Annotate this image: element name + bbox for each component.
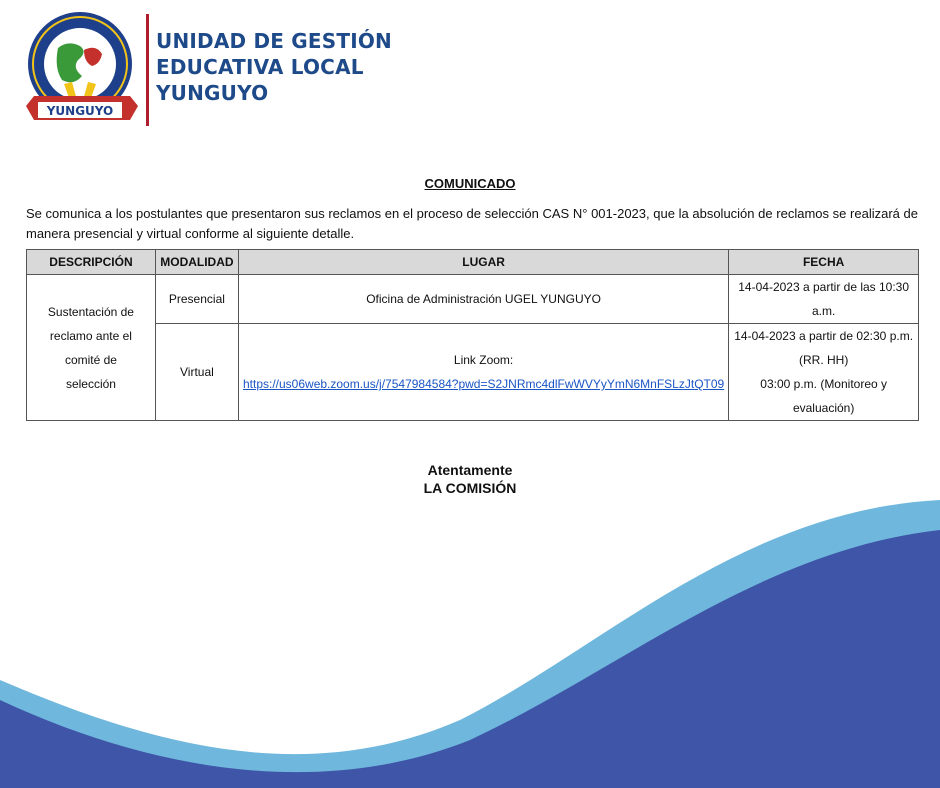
header-descripcion: DESCRIPCIÓN [27, 250, 156, 275]
table-row [27, 275, 919, 324]
letterhead [24, 10, 424, 130]
decorative-wave [0, 490, 940, 788]
document-title: COMUNICADO [424, 176, 516, 191]
table-row [27, 324, 919, 421]
table-header-row [27, 250, 919, 275]
zoom-label: Link Zoom: [453, 353, 514, 367]
closing-greeting: Atentamente [427, 462, 513, 478]
modalidad-cell: Virtual [155, 324, 238, 421]
header-modalidad: MODALIDAD [155, 250, 238, 275]
header-divider [146, 14, 149, 126]
closing-signature: LA COMISIÓN [423, 480, 517, 496]
zoom-link[interactable]: https://us06web.zoom.us/j/7547984584?pwd=S2JNRmc4dlFwWVYyYmN6MnFSLzJtQT09 [242, 377, 725, 391]
header-lugar: LUGAR [238, 250, 728, 275]
lugar-cell: Oficina de Administración UGEL YUNGUYO [238, 275, 728, 324]
lugar-cell [238, 324, 728, 421]
header-fecha: FECHA [729, 250, 919, 275]
description-cell: Sustentación de reclamo ante el comité de selección [27, 275, 156, 421]
org-name-line3: YUNGUYO [156, 81, 269, 105]
ugel-logo [24, 10, 140, 130]
fecha-line: 03:00 p.m. (Monitoreo y evaluación) [760, 377, 888, 415]
intro-paragraph: Se comunica a los postulantes que presentaron sus reclamos en el proceso de selección CAS N° 001-2023, que la absolución de reclamos se realizará de manera presencial y virtual conforme al siguiente detalle. [26, 206, 918, 241]
modalidad-cell: Presencial [155, 275, 238, 324]
fecha-cell [729, 324, 919, 421]
logo-banner-text: YUNGUYO [46, 104, 114, 118]
fecha-cell: 14-04-2023 a partir de las 10:30 a.m. [729, 275, 919, 324]
org-name [156, 28, 392, 106]
org-name-line2: EDUCATIVA LOCAL [156, 55, 364, 79]
schedule-table [26, 249, 919, 421]
fecha-line: 14-04-2023 a partir de 02:30 p.m. (RR. HH) [734, 329, 914, 367]
org-name-line1: UNIDAD DE GESTIÓN [156, 29, 392, 53]
